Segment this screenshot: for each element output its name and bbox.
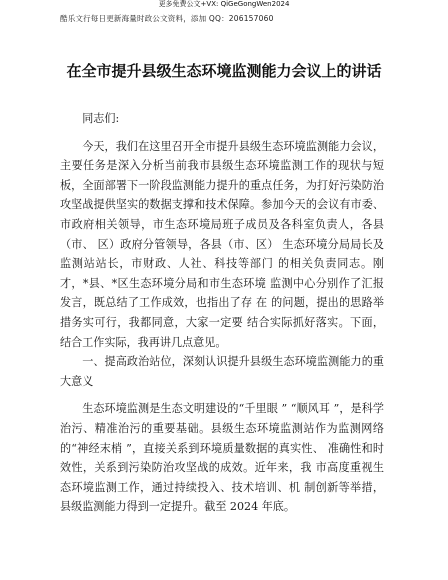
document-title: 在全市提升县级生态环境监测能力会议上的讲话 — [66, 62, 382, 80]
promo-header: 更多免费公文+VX: QiGeGongWen2024 — [158, 0, 290, 8]
greeting: 同志们: — [82, 112, 120, 125]
spacer — [60, 391, 384, 399]
document-body — [60, 109, 384, 517]
paragraph-opening: 今天，我们在这里召开全市提升县级生态环境监测能力会议，主要任务是深入分析当前我市县级生态环境监测工作的现状与短板，全面部署下一阶段监测能力提升的重点任务，为打好污染防治攻坚战提供坚实的数据支撑和技术保障。参加今天的会议有市委、市政府相关领导，市生态环境局班子成员及各科室负责人，各县（市、 区）政府分管领导，各县（市、区） 生态环境分局局长及监测站站长，市财政、人社、科技等部门 的相关负责同志。刚才，*县、*区生态环境分局和市生态环境 监测中心分别作了汇报发言，既总结了工作成效，也指出了存 在 的问题，提出的思路举措务实可行，我都同意，大家一定要 结合实际抓好落实。下面，结合工作实际，我再讲几点意见。 — [60, 139, 384, 349]
watermark-text: 酷乐文行每日更新海量时政公文资料，添加 QQ：206157060 — [60, 14, 274, 23]
paragraph-significance: 生态环境监测是生态文明建设的“千里眼 ” “顺风耳 ”，是科学治污、精准治污的重要基础。县级生态环境监测站作为监测网络的“神经末梢 ”，直接关系到环境质量数据的真实性、 准确性和时效性，关系到污染防治攻坚战的成效。近年来，我 市高度重视生态环境监测工作，通过持续投入、技术培训、机 制创新等举措，县级监测能力得到一定提升。截至 2024 年底。 — [60, 402, 384, 514]
section-heading: 一、提高政治站位，深刻认识提升县级生态环境监测能力的重大意义 — [60, 355, 384, 388]
